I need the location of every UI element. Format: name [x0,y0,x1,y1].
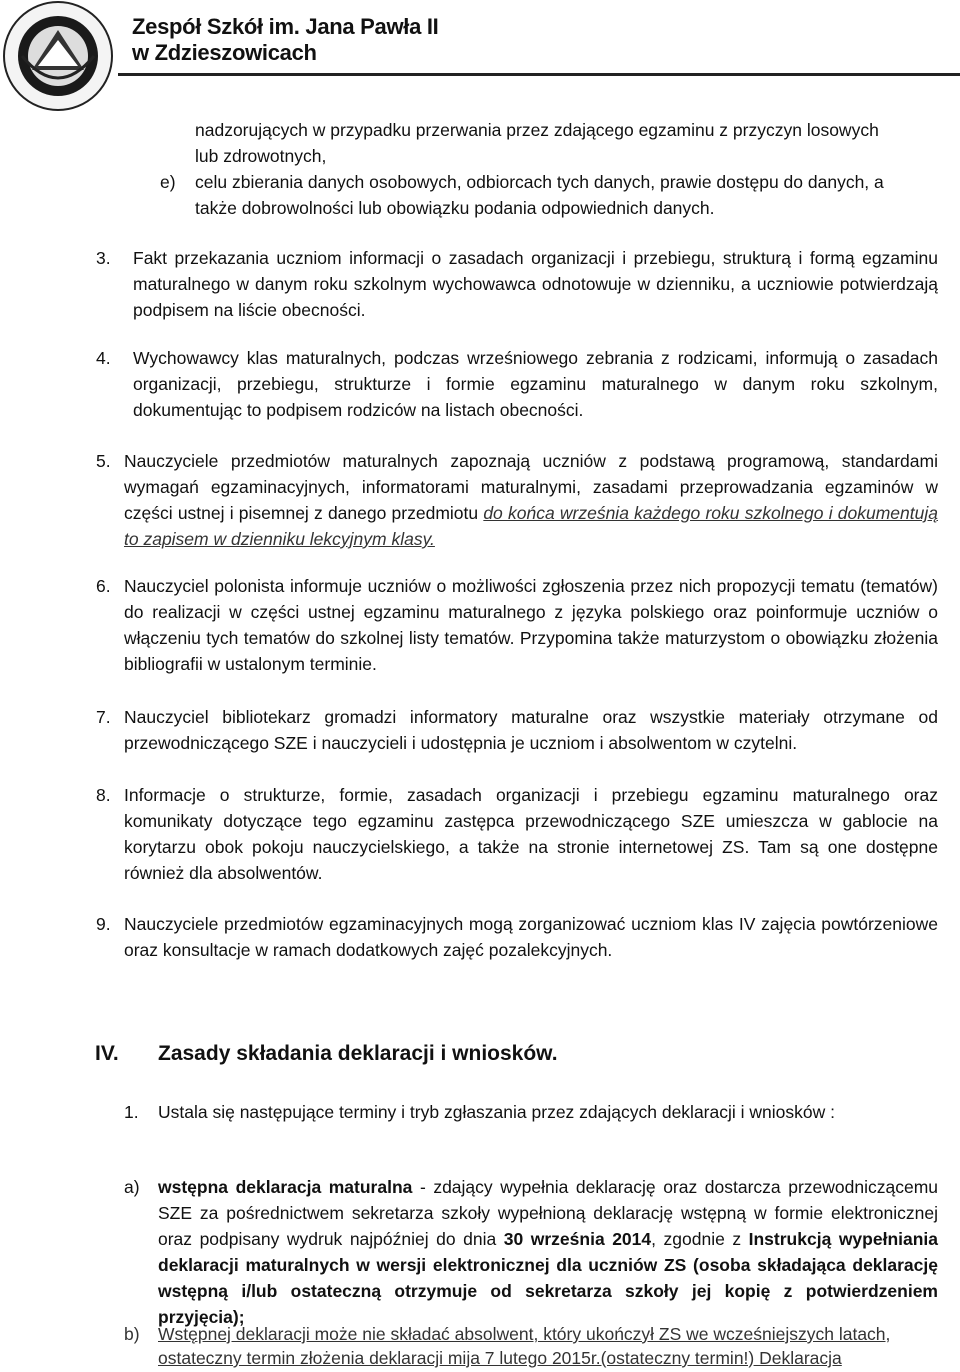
point-a-text [158,1174,938,1330]
list-item-5-text [124,448,938,552]
point-b-marker: b) [124,1324,140,1344]
point-b-line1: Wstępnej deklaracji może nie składać absolwent, który ukończył ZS we wcześniejszych latach, [158,1324,891,1344]
school-name-line2: w Zdzieszowicach [132,40,317,65]
item-e-line2: także dobrowolności lub obowiązku podania odpowiednich danych. [195,198,715,218]
point-a-text1: - zdający wypełnia deklarację oraz dostarcza przewodniczącemu SZE za pośrednictwem sekretarza szkoły wypełnioną deklarację wstępną w formie elektronicznej oraz podpisany wydruk najpóźniej do dnia [158,1177,939,1249]
list-item-3-text: Fakt przekazania uczniom informacji o zasadach organizacji i przebiegu, strukturą i formą egzaminu maturalnego w danym roku szkolnym wychowawca odnotowuje w dzienniku, a uczniowie potwierdzają podpisem na liście obecności. [133,248,938,320]
point-a-bold-lead: wstępna deklaracja maturalna [158,1177,413,1197]
item-number: 4. [96,348,111,368]
item-number: 9. [96,914,111,934]
intro-cont-line1: nadzorujących w przypadku przerwania przez zdającego egzaminu z przyczyn losowych [195,120,879,140]
list-item-7-text: Nauczyciel bibliotekarz gromadzi informatory maturalne oraz wszystkie materiały otrzymane od przewodniczącego SZE i nauczycieli i udostępnia je uczniom i absolwentom w czytelni. [124,707,938,753]
list-item-9-text: Nauczyciele przedmiotów egzaminacyjnych mogą zorganizować uczniom klas IV zajęcia powtórzeniowe oraz konsultacje w ramach dodatkowych zajęć pozalekcyjnych. [124,914,938,960]
intro-cont-line2: lub zdrowotnych, [195,146,327,166]
school-name [132,14,438,66]
list-item-6-text: Nauczyciel polonista informuje uczniów o możliwości zgłoszenia przez nich propozycji tematu (tematów) do realizacji w części ustnej egzaminu maturalnego z języka polskiego oraz poinformuje uczniów o włączeniu tych tematów do szkolnej listy tematów. Przypomina także maturzystom o obowiązku złożenia bibliografii w ustalonym terminie. [124,576,938,674]
sub-item-number: 1. [124,1102,139,1122]
point-a-bold-rest: Instrukcją wypełniania deklaracji maturalnych w wersji elektronicznej dla uczniów ZS (osoba składająca deklarację wstępną i/lub ostateczną otrzymuje od sekretarza szkoły jej kopię z potwierdzeniem przyjęcia); [158,1229,939,1327]
item-number: 7. [96,707,111,727]
section-title: Zasady składania deklaracji i wniosków. [158,1042,558,1065]
list-item-4-text: Wychowawcy klas maturalnych, podczas wrześniowego zebrania z rodzicami, informują o zasadach organizacji, przebiegu, strukturze i formie egzaminu maturalnego w danym roku szkolnym, dokumentując to podpisem rodziców na listach obecności. [133,348,938,420]
item-e-marker: e) [160,172,176,192]
list-item-8-text: Informacje o strukturze, formie, zasadach organizacji i przebiegu egzaminu maturalnego oraz komunikaty dotyczące tego egzaminu zastępca przewodniczącego SZE umieszcza w gablocie na korytarzu obok pokoju nauczycielskiego, a także na stronie internetowej ZS. Tam są one dostępne również dla absolwentów. [124,785,938,883]
list-item-5-underlined: do końca września każdego roku szkolnego i dokumentują to zapisem w dzienniku lekcyjnym klasy. [124,503,938,549]
item-number: 3. [96,248,111,268]
section-number: IV. [95,1042,119,1065]
sub-item-text: Ustala się następujące terminy i tryb zgłaszania przez zdających deklaracji i wniosków : [158,1102,835,1122]
school-logo-icon [2,0,120,118]
point-b-line2: ostateczny termin złożenia deklaracji mija 7 lutego 2015r.(ostateczny termin!) Deklaracja [158,1348,842,1368]
list-item-5-body: Nauczyciele przedmiotów maturalnych zapoznają uczniów z podstawą programową, standardami wymagań egzaminacyjnych, informatorami maturalnymi, zasadami przeprowadzania egzaminów w części ustnej i pisemnej z danego przedmiotu [124,451,938,523]
point-a-bold-date: 30 września 2014 [503,1229,652,1249]
school-name-line1: Zespół Szkół im. Jana Pawła II [132,14,439,39]
item-number: 8. [96,785,111,805]
item-number: 6. [96,576,111,596]
point-a-marker: a) [124,1177,140,1197]
point-a-text2: , zgodnie z [651,1229,749,1249]
document-header [0,0,960,80]
item-e-line1: celu zbierania danych osobowych, odbiorcach tych danych, prawie dostępu do danych, a [195,172,884,192]
item-number: 5. [96,451,111,471]
header-divider [118,73,960,76]
